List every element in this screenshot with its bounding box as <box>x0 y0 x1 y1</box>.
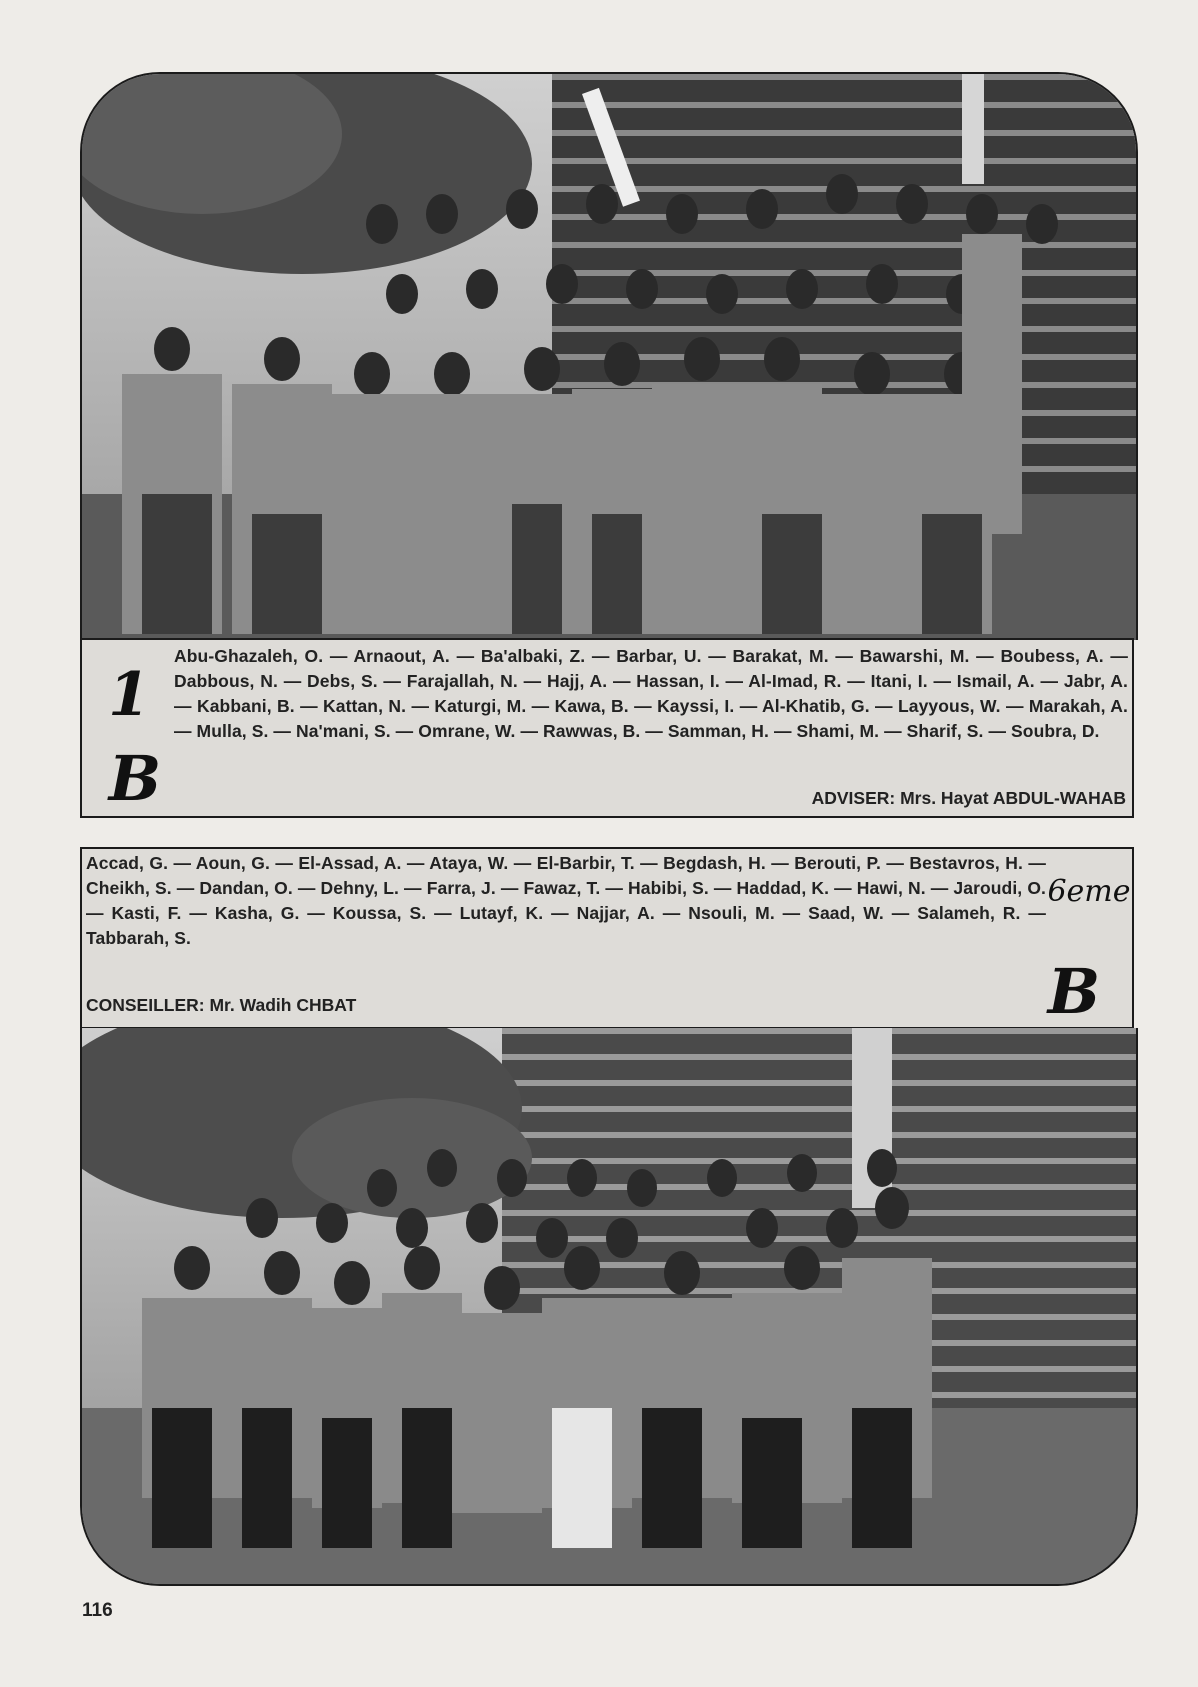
section-letter-text: B <box>1047 955 1101 1023</box>
class-caption-top <box>80 638 1134 818</box>
adviser-label: CONSEILLER: Mr. Wadih CHBAT <box>86 995 357 1015</box>
student-names-list: Abu-Ghazaleh, O. — Arnaout, A. — Ba'albaki, Z. — Barbar, U. — Barakat, M. — Bawarshi, M. — Boubess, A. — Dabbous, N. — Debs, S. — Farajallah, N. — Hajj, A. — Hassan, I. — Al-Imad, R. — Itani, I. — Ismail, A. — Jabr, A. — Kabbani, B. — Kattan, N. — Katurgi, M. — Kawa, B. — Kayssi, I. — Al-Khatib, G. — Layyous, W. — Marakah, A. — Mulla, S. — Na'mani, S. — Omrane, W. — Rawwas, B. — Samman, H. — Shami, M. — Sharif, S. — Soubra, D. <box>174 646 1128 741</box>
student-names-list: Accad, G. — Aoun, G. — El-Assad, A. — Ataya, W. — El-Barbir, T. — Begdash, H. — Berouti, P. — Bestavros, H. — Cheikh, S. — Dandan, O. — Dehny, L. — Farra, J. — Fawaz, T. — Habibi, S. — Haddad, K. — Hawi, N. — Jaroudi, O. — Kasti, F. — Kasha, G. — Koussa, S. — Lutayf, K. — Najjar, A. — Nsouli, M. — Saad, W. — Salameh, R. — Tabbarah, S. <box>86 853 1046 948</box>
class-photo-top <box>80 72 1138 640</box>
section-letter-ornament <box>1034 953 1114 1023</box>
section-letter-text: B <box>108 742 162 810</box>
class-photo-bottom-image <box>82 1028 1136 1584</box>
grade-number-ornament <box>104 660 154 720</box>
grade-number-text: 1 <box>108 660 150 720</box>
grade-label-ornament <box>1044 859 1134 931</box>
section-letter-ornament <box>100 740 170 810</box>
class-photo-bottom <box>80 1028 1138 1586</box>
class-photo-top-image <box>82 74 1136 640</box>
grade-label-text: 6eme <box>1047 874 1131 909</box>
page-number: 116 <box>82 1600 113 1621</box>
adviser-label: ADVISER: Mrs. Hayat ABDUL-WAHAB <box>811 788 1126 808</box>
class-caption-bottom <box>80 847 1134 1029</box>
